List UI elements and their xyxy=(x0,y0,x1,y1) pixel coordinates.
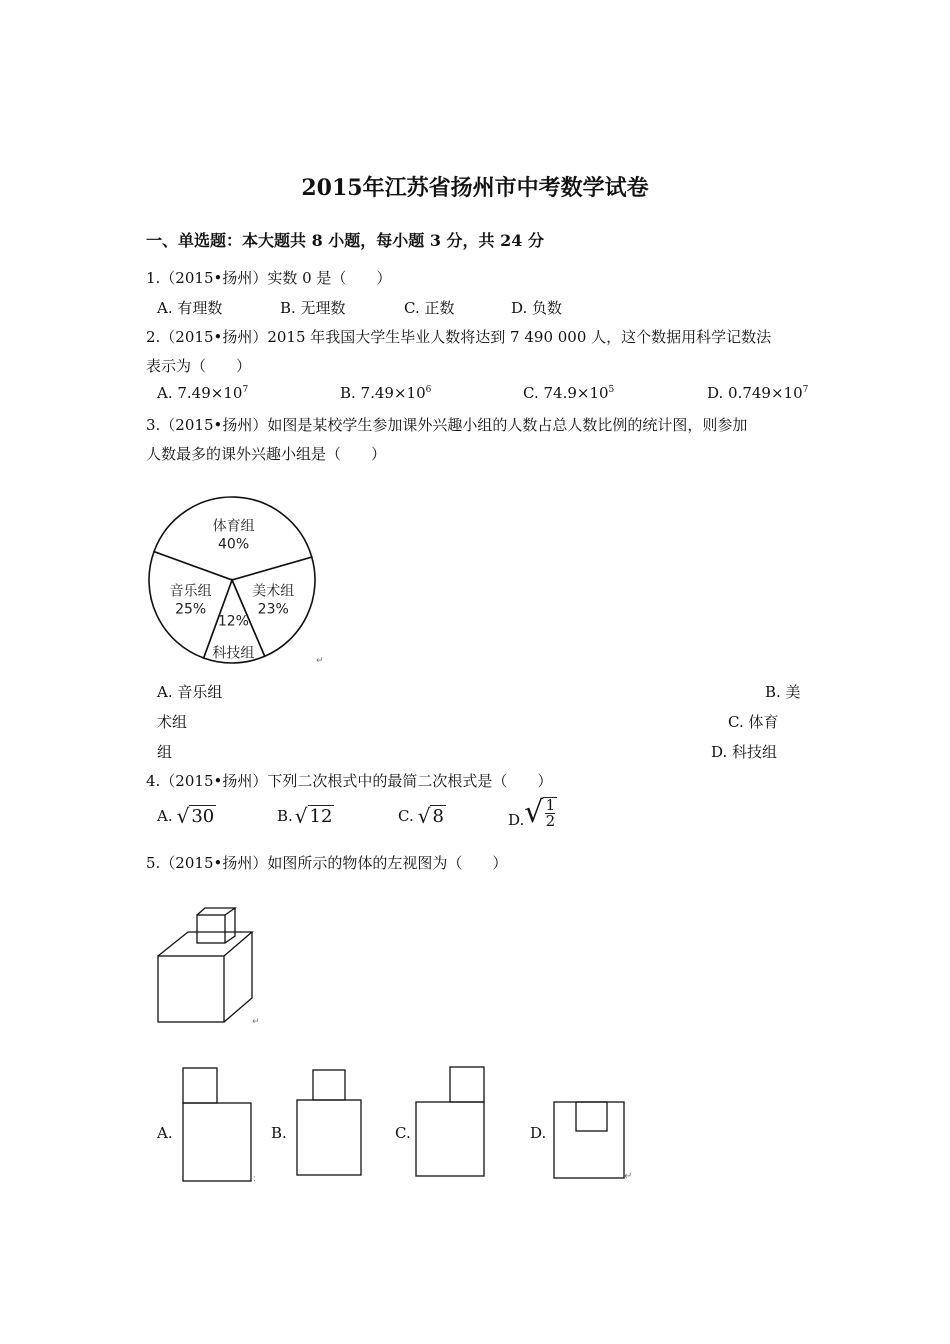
option-c-base xyxy=(416,1102,484,1176)
sqrt-icon: √ xyxy=(176,804,190,828)
q1-option-b: B. 无理数 xyxy=(280,299,346,317)
q3-option-c-part1: C. 体育 xyxy=(728,713,779,731)
q4-option-c-radicand: 8 xyxy=(432,806,444,827)
option-d-inner-square xyxy=(576,1102,607,1131)
q2-option-d-exp: 7 xyxy=(802,385,809,395)
page-title: 2015年江苏省扬州市中考数学试卷 xyxy=(301,175,649,201)
q4-option-a-radicand: 30 xyxy=(191,806,215,827)
q4-option-c xyxy=(398,804,446,828)
big-cube-top xyxy=(158,932,252,956)
option-d-base xyxy=(554,1102,624,1178)
question-3-stem-line1: 3.（2015•扬州）如图是某校学生参加课外兴趣小组的人数占总人数比例的统计图，则参加 xyxy=(146,416,748,434)
pie-label-sports-value: 40% xyxy=(218,536,250,553)
q1-option-c: C. 正数 xyxy=(404,299,455,317)
question-4-stem: 4.（2015•扬州）下列二次根式中的最简二次根式是（ ） xyxy=(146,772,553,790)
fraction-numerator: 1 xyxy=(545,795,556,814)
section-heading: 一、单选题：本大题共 8 小题，每小题 3 分，共 24 分 xyxy=(146,231,544,250)
figure-return-mark: ↵ xyxy=(252,1017,260,1027)
q5-option-a-figure xyxy=(180,1065,260,1185)
option-b-base xyxy=(297,1100,361,1175)
q5-option-c-label: C. xyxy=(395,1124,411,1142)
fraction xyxy=(543,797,557,829)
question-2-stem-line2: 表示为（ ） xyxy=(146,357,252,375)
q4-option-b-label: B. xyxy=(277,807,293,825)
q4-option-d-label: D. xyxy=(508,810,525,829)
q2-option-c-label: C. 74.9×10 xyxy=(523,384,609,402)
q5-option-a-label: A. xyxy=(157,1124,173,1142)
pie-label-music-value: 25% xyxy=(175,601,207,618)
q2-option-a-label: A. 7.49×10 xyxy=(157,384,243,402)
q2-option-d xyxy=(707,384,808,402)
q5-option-c-figure xyxy=(413,1064,489,1180)
question-5-stem: 5.（2015•扬州）如图所示的物体的左视图为（ ） xyxy=(146,854,508,872)
q4-option-b-radicand: 12 xyxy=(309,806,333,827)
q1-option-a: A. 有理数 xyxy=(157,299,223,317)
q3-option-c-part2: 组 xyxy=(157,743,173,761)
pie-label-art-name: 美术组 xyxy=(252,583,295,600)
option-d-return-mark: ↵ xyxy=(624,1171,633,1182)
question-3-stem-line2: 人数最多的课外兴趣小组是（ ） xyxy=(146,445,387,463)
sqrt-icon: √ xyxy=(294,804,308,828)
q4-option-d xyxy=(508,795,557,830)
fraction-denominator: 2 xyxy=(545,811,556,830)
q1-option-d: D. 负数 xyxy=(511,299,563,317)
option-c-top-square xyxy=(450,1067,484,1102)
small-cube-front xyxy=(197,915,225,943)
q5-option-d-figure xyxy=(551,1099,637,1183)
pie-label-music-name: 音乐组 xyxy=(169,583,212,600)
sqrt-icon: √ xyxy=(417,804,431,828)
q5-option-b-figure xyxy=(294,1067,366,1179)
big-cube-front xyxy=(158,956,224,1022)
q2-option-b xyxy=(340,384,431,402)
option-a-colon-mark: : xyxy=(253,1174,257,1184)
question-2-stem-line1: 2.（2015•扬州）2015 年我国大学生毕业人数将达到 7 490 000 人，这个数据用科学记数法 xyxy=(146,328,772,346)
pie-label-sports-name: 体育组 xyxy=(212,518,255,535)
q4-option-a-label: A. xyxy=(157,807,173,825)
q5-option-b-label: B. xyxy=(271,1124,287,1142)
option-a-base xyxy=(183,1103,251,1181)
sqrt-icon: √ xyxy=(524,795,544,830)
q2-option-b-exp: 6 xyxy=(425,385,432,395)
q2-option-c xyxy=(523,384,614,402)
big-cube-right xyxy=(224,932,252,1022)
q2-option-a xyxy=(157,384,248,402)
q4-option-b xyxy=(277,804,334,828)
pie-label-art-value: 23% xyxy=(257,601,289,618)
q5-option-d-label: D. xyxy=(530,1124,547,1142)
q3-option-b-part2: 术组 xyxy=(157,713,188,731)
q4-option-a xyxy=(157,804,216,828)
question-1-stem: 1.（2015•扬州）实数 0 是（ ） xyxy=(146,269,392,287)
q3-option-b-part1: B. 美 xyxy=(765,683,801,701)
pie-chart xyxy=(140,495,330,670)
pie-label-tech-value: 12% xyxy=(217,613,249,630)
small-cube-top xyxy=(197,908,235,915)
q3-option-d: D. 科技组 xyxy=(711,743,778,761)
q2-option-c-exp: 5 xyxy=(608,385,615,395)
q2-option-b-label: B. 7.49×10 xyxy=(340,384,426,402)
q2-option-a-exp: 7 xyxy=(242,385,249,395)
q3-option-a: A. 音乐组 xyxy=(157,683,223,701)
solid-figure xyxy=(150,900,270,1030)
option-b-top-square xyxy=(313,1070,345,1100)
pie-return-mark: ↵ xyxy=(316,656,324,666)
q2-option-d-label: D. 0.749×10 xyxy=(707,384,803,402)
option-a-top-square xyxy=(183,1068,217,1103)
q4-option-c-label: C. xyxy=(398,807,414,825)
pie-label-tech-name: 科技组 xyxy=(212,645,255,662)
